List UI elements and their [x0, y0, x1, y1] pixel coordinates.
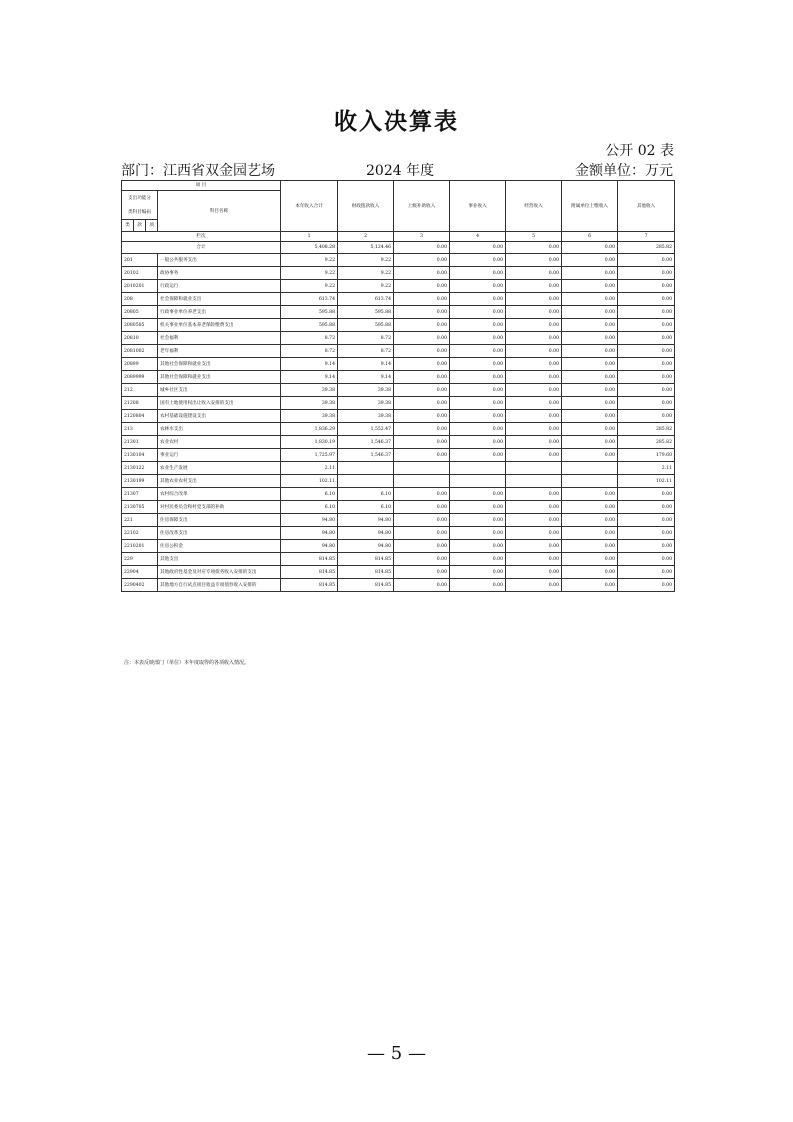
header-xiang: 项 [146, 220, 158, 232]
subject-name: 其他农业农村支出 [158, 475, 281, 488]
amount-cell: 0.00 [506, 566, 562, 579]
function-code: 20899 [122, 358, 158, 371]
total-value: 0.00 [450, 242, 506, 254]
amount-cell: 9.22 [281, 267, 338, 280]
function-code: 2130104 [122, 449, 158, 462]
subject-name: 事业运行 [158, 449, 281, 462]
table-row [122, 384, 675, 397]
table-row [122, 423, 675, 436]
amount-cell: 0.00 [562, 423, 618, 436]
table-row [122, 475, 675, 488]
amount-cell: 0.00 [618, 566, 675, 579]
amount-cell: 595.88 [281, 319, 338, 332]
amount-cell: 0.00 [450, 371, 506, 384]
subject-name: 行政事业单位养老支出 [158, 306, 281, 319]
amount-cell: 0.00 [450, 566, 506, 579]
table-note: 注：本表反映部门（单位）本年度取得的各项收入情况。 [124, 660, 250, 666]
total-value: 5,124.46 [338, 242, 394, 254]
amount-cell: 0.00 [618, 488, 675, 501]
table-row [122, 410, 675, 423]
amount-cell: 0.00 [450, 293, 506, 306]
table-row [122, 566, 675, 579]
amount-cell: 595.88 [281, 306, 338, 319]
table-row [122, 345, 675, 358]
amount-cell: 0.00 [506, 254, 562, 267]
amount-cell: 0.00 [618, 267, 675, 280]
amount-cell: 0.00 [450, 423, 506, 436]
amount-cell [562, 475, 618, 488]
function-code: 229 [122, 553, 158, 566]
amount-cell: 6.10 [338, 501, 394, 514]
amount-cell: 0.00 [562, 488, 618, 501]
function-code: 212 [122, 384, 158, 397]
amount-cell: 2.11 [281, 462, 338, 475]
amount-cell: 0.00 [618, 358, 675, 371]
amount-cell: 0.00 [506, 449, 562, 462]
amount-cell: 9.14 [281, 358, 338, 371]
amount-cell: 0.00 [562, 280, 618, 293]
amount-cell: 0.00 [394, 384, 450, 397]
amount-cell: 0.00 [394, 267, 450, 280]
amount-cell: 0.00 [394, 371, 450, 384]
amount-cell: 0.00 [618, 332, 675, 345]
amount-cell: 814.85 [338, 553, 394, 566]
function-code: 21307 [122, 488, 158, 501]
amount-cell: 0.00 [618, 280, 675, 293]
subject-name: 行政运行 [158, 280, 281, 293]
amount-cell: 0.00 [618, 527, 675, 540]
function-code: 21208 [122, 397, 158, 410]
table-row [122, 293, 675, 306]
amount-cell: 0.00 [394, 449, 450, 462]
amount-cell: 94.80 [338, 514, 394, 527]
amount-cell [450, 462, 506, 475]
function-code: 2290402 [122, 579, 158, 592]
col-num: 3 [394, 232, 450, 242]
table-row [122, 514, 675, 527]
amount-cell: 9.22 [338, 267, 394, 280]
amount-cell: 1,546.37 [338, 436, 394, 449]
amount-cell: 0.00 [450, 553, 506, 566]
amount-cell: 0.00 [562, 501, 618, 514]
amount-cell: 0.00 [618, 345, 675, 358]
amount-cell: 0.00 [562, 371, 618, 384]
amount-cell: 0.00 [450, 254, 506, 267]
amount-cell: 0.00 [394, 306, 450, 319]
amount-cell: 0.00 [394, 527, 450, 540]
table-row [122, 462, 675, 475]
amount-cell: 0.00 [562, 293, 618, 306]
amount-cell: 0.00 [562, 397, 618, 410]
amount-cell: 814.85 [281, 553, 338, 566]
function-code: 20102 [122, 267, 158, 280]
amount-cell: 595.88 [338, 306, 394, 319]
header-project: 项 目 [122, 181, 281, 191]
amount-cell: 0.00 [450, 579, 506, 592]
subject-name: 其他支出 [158, 553, 281, 566]
amount-cell: 0.00 [618, 514, 675, 527]
amount-cell: 179.60 [618, 449, 675, 462]
amount-cell: 0.00 [506, 488, 562, 501]
amount-cell: 0.00 [506, 540, 562, 553]
subject-name: 机关事业单位基本养老保险缴费支出 [158, 319, 281, 332]
amount-cell: 613.74 [338, 293, 394, 306]
table-row [122, 488, 675, 501]
col-num: 7 [618, 232, 675, 242]
amount-cell [394, 475, 450, 488]
table-row [122, 371, 675, 384]
amount-cell: 0.00 [450, 488, 506, 501]
function-code: 22904 [122, 566, 158, 579]
function-code: 2010201 [122, 280, 158, 293]
amount-cell: 8.72 [281, 345, 338, 358]
amount-cell: 0.00 [506, 410, 562, 423]
amount-cell: 0.00 [506, 436, 562, 449]
amount-cell: 814.85 [338, 579, 394, 592]
amount-cell: 9.14 [338, 358, 394, 371]
amount-cell: 0.00 [394, 514, 450, 527]
amount-cell: 613.74 [281, 293, 338, 306]
amount-cell: 0.00 [506, 501, 562, 514]
col-num: 2 [338, 232, 394, 242]
amount-cell: 0.00 [562, 358, 618, 371]
table-row [122, 449, 675, 462]
amount-cell: 0.00 [618, 553, 675, 566]
function-code: 21301 [122, 436, 158, 449]
amount-cell: 0.00 [506, 371, 562, 384]
amount-cell: 0.00 [394, 280, 450, 293]
amount-cell: 0.00 [506, 267, 562, 280]
function-code: 201 [122, 254, 158, 267]
amount-cell: 0.00 [394, 410, 450, 423]
amount-cell: 94.80 [281, 527, 338, 540]
amount-cell: 814.85 [281, 566, 338, 579]
amount-cell: 1,836.29 [281, 423, 338, 436]
function-code: 2130705 [122, 501, 158, 514]
amount-cell: 0.00 [618, 371, 675, 384]
amount-cell: 6.10 [338, 488, 394, 501]
table-row [122, 436, 675, 449]
table-row [122, 280, 675, 293]
subject-name: 住房改革支出 [158, 527, 281, 540]
table-row [122, 319, 675, 332]
amount-cell: 8.72 [338, 345, 394, 358]
total-value: 5,408.28 [281, 242, 338, 254]
col-num: 6 [562, 232, 618, 242]
table-row [122, 527, 675, 540]
amount-unit: 金额单位：万元 [575, 163, 673, 179]
subject-name: 农业生产发展 [158, 462, 281, 475]
amount-cell: 0.00 [394, 436, 450, 449]
amount-cell: 0.00 [394, 540, 450, 553]
amount-cell: 0.00 [506, 345, 562, 358]
amount-cell: 2.11 [618, 462, 675, 475]
amount-cell: 0.00 [450, 384, 506, 397]
subject-name: 其他社会保障和就业支出 [158, 371, 281, 384]
subject-name: 农林水支出 [158, 423, 281, 436]
amount-cell: 814.85 [281, 579, 338, 592]
function-code: 208 [122, 293, 158, 306]
page-title: 收入决算表 [334, 109, 459, 135]
amount-cell: 0.00 [506, 319, 562, 332]
amount-cell: 94.80 [281, 540, 338, 553]
amount-cell: 0.00 [506, 397, 562, 410]
header-col-7: 其他收入 [618, 181, 675, 232]
header-col-3: 上级补助收入 [394, 181, 450, 232]
header-col-4: 事业收入 [450, 181, 506, 232]
header-col-6: 附属单位上缴收入 [562, 181, 618, 232]
amount-cell: 0.00 [450, 449, 506, 462]
amount-cell: 0.00 [618, 293, 675, 306]
amount-cell: 0.00 [506, 384, 562, 397]
amount-cell: 39.38 [338, 410, 394, 423]
amount-cell: 0.00 [618, 579, 675, 592]
subject-name: 国有土地使用权出让收入安排的支出 [158, 397, 281, 410]
form-number: 公开 02 表 [605, 143, 674, 159]
amount-cell: 0.00 [562, 267, 618, 280]
subject-name: 一般公共服务支出 [158, 254, 281, 267]
amount-cell: 39.38 [281, 397, 338, 410]
function-code: 221 [122, 514, 158, 527]
amount-cell: 9.22 [338, 254, 394, 267]
function-code: 20805 [122, 306, 158, 319]
amount-cell: 94.80 [281, 514, 338, 527]
subject-name: 社会保障和就业支出 [158, 293, 281, 306]
amount-cell: 0.00 [562, 514, 618, 527]
function-code: 22102 [122, 527, 158, 540]
subject-name: 社会福利 [158, 332, 281, 345]
amount-cell: 0.00 [394, 319, 450, 332]
amount-cell: 9.22 [281, 254, 338, 267]
amount-cell: 0.00 [394, 579, 450, 592]
col-num: 4 [450, 232, 506, 242]
header-row-label: 栏次 [122, 232, 281, 242]
amount-cell: 0.00 [450, 501, 506, 514]
amount-cell: 0.00 [562, 566, 618, 579]
table-row [122, 501, 675, 514]
amount-cell [506, 462, 562, 475]
amount-cell: 1,546.37 [338, 449, 394, 462]
amount-cell: 0.00 [450, 345, 506, 358]
function-code: 2130199 [122, 475, 158, 488]
amount-cell: 0.00 [506, 527, 562, 540]
amount-cell: 0.00 [450, 527, 506, 540]
amount-cell [450, 475, 506, 488]
header-col-1: 本年收入合计 [281, 181, 338, 232]
amount-cell: 0.00 [562, 540, 618, 553]
amount-cell: 102.11 [618, 475, 675, 488]
amount-cell: 0.00 [394, 423, 450, 436]
amount-cell: 0.00 [450, 332, 506, 345]
amount-cell: 0.00 [394, 501, 450, 514]
amount-cell: 6.10 [281, 501, 338, 514]
amount-cell: 0.00 [506, 293, 562, 306]
amount-cell: 9.22 [281, 280, 338, 293]
amount-cell [338, 462, 394, 475]
amount-cell: 0.00 [394, 488, 450, 501]
total-label: 合计 [122, 242, 281, 254]
amount-cell: 0.00 [450, 436, 506, 449]
subject-name: 农村基础设施建设支出 [158, 410, 281, 423]
header-kuan: 款 [134, 220, 146, 232]
amount-cell: 0.00 [562, 553, 618, 566]
amount-cell: 0.00 [450, 319, 506, 332]
amount-cell: 1,552.47 [338, 423, 394, 436]
amount-cell: 814.85 [338, 566, 394, 579]
amount-cell: 0.00 [618, 397, 675, 410]
function-code: 2120804 [122, 410, 158, 423]
subject-name: 农村综合改革 [158, 488, 281, 501]
amount-cell: 0.00 [450, 410, 506, 423]
table-row [122, 540, 675, 553]
header-col-5: 经营收入 [506, 181, 562, 232]
amount-cell: 0.00 [506, 306, 562, 319]
subject-name: 住房保障支出 [158, 514, 281, 527]
table-row [122, 579, 675, 592]
amount-cell: 39.38 [281, 384, 338, 397]
amount-cell: 0.00 [450, 267, 506, 280]
amount-cell: 9.22 [338, 280, 394, 293]
amount-cell: 0.00 [506, 280, 562, 293]
amount-cell: 285.82 [618, 436, 675, 449]
fiscal-year: 2024 年度 [366, 163, 435, 179]
table-row [122, 358, 675, 371]
amount-cell: 0.00 [562, 332, 618, 345]
amount-cell: 0.00 [562, 254, 618, 267]
amount-cell: 94.80 [338, 540, 394, 553]
subject-name: 其他地方自行试点项目收益专项债券收入安排的 [158, 579, 281, 592]
income-table [121, 180, 675, 592]
amount-cell: 595.88 [338, 319, 394, 332]
amount-cell: 0.00 [618, 254, 675, 267]
amount-cell: 0.00 [394, 345, 450, 358]
amount-cell: 0.00 [450, 514, 506, 527]
table-row [122, 553, 675, 566]
amount-cell: 0.00 [506, 553, 562, 566]
amount-cell: 9.14 [281, 371, 338, 384]
col-num: 5 [506, 232, 562, 242]
function-code: 2080505 [122, 319, 158, 332]
total-row [122, 242, 675, 254]
amount-cell: 8.72 [338, 332, 394, 345]
amount-cell: 0.00 [450, 280, 506, 293]
function-code: 20810 [122, 332, 158, 345]
amount-cell: 0.00 [450, 540, 506, 553]
amount-cell: 285.82 [618, 423, 675, 436]
meta-line [121, 160, 673, 180]
table-row [122, 332, 675, 345]
amount-cell: 94.80 [338, 527, 394, 540]
amount-cell: 0.00 [506, 358, 562, 371]
amount-cell: 0.00 [618, 501, 675, 514]
col-num: 1 [281, 232, 338, 242]
header-lei: 类 [122, 220, 134, 232]
amount-cell: 0.00 [618, 384, 675, 397]
amount-cell: 102.11 [281, 475, 338, 488]
page-number: — 5 — [367, 1043, 426, 1064]
amount-cell: 0.00 [618, 410, 675, 423]
subject-name: 农业农村 [158, 436, 281, 449]
amount-cell: 0.00 [562, 579, 618, 592]
amount-cell: 0.00 [562, 384, 618, 397]
function-code: 2081002 [122, 345, 158, 358]
table-row [122, 306, 675, 319]
amount-cell: 8.72 [281, 332, 338, 345]
subject-name: 其他政府性基金及对应专项债务收入安排的支出 [158, 566, 281, 579]
amount-cell: 0.00 [394, 397, 450, 410]
amount-cell: 0.00 [394, 332, 450, 345]
total-value: 0.00 [506, 242, 562, 254]
amount-cell: 0.00 [562, 449, 618, 462]
total-value: 0.00 [394, 242, 450, 254]
amount-cell [506, 475, 562, 488]
amount-cell: 0.00 [450, 358, 506, 371]
amount-cell: 0.00 [394, 254, 450, 267]
amount-cell [338, 475, 394, 488]
amount-cell: 0.00 [394, 358, 450, 371]
amount-cell: 0.00 [562, 410, 618, 423]
amount-cell: 0.00 [394, 293, 450, 306]
table-row [122, 397, 675, 410]
function-code: 2130122 [122, 462, 158, 475]
subject-name: 老年福利 [158, 345, 281, 358]
amount-cell: 6.10 [281, 488, 338, 501]
amount-cell: 0.00 [450, 397, 506, 410]
amount-cell [394, 462, 450, 475]
total-value: 285.82 [618, 242, 675, 254]
amount-cell: 0.00 [618, 319, 675, 332]
header-col-2: 财政拨款收入 [338, 181, 394, 232]
header-func-code: 支出功能分 类科目编码 [122, 191, 158, 220]
amount-cell: 0.00 [506, 514, 562, 527]
subject-name: 政协事务 [158, 267, 281, 280]
amount-cell: 0.00 [562, 527, 618, 540]
subject-name: 其他社会保障和就业支出 [158, 358, 281, 371]
amount-cell: 39.38 [281, 410, 338, 423]
subject-name: 住房公积金 [158, 540, 281, 553]
amount-cell: 0.00 [506, 332, 562, 345]
amount-cell: 0.00 [618, 540, 675, 553]
amount-cell: 39.38 [338, 384, 394, 397]
table-row [122, 267, 675, 280]
function-code: 2210201 [122, 540, 158, 553]
amount-cell: 1,725.97 [281, 449, 338, 462]
amount-cell: 0.00 [562, 436, 618, 449]
amount-cell: 1,830.19 [281, 436, 338, 449]
amount-cell: 0.00 [562, 345, 618, 358]
amount-cell: 0.00 [506, 579, 562, 592]
subject-name: 对村民委员会和村党支部的补助 [158, 501, 281, 514]
amount-cell: 0.00 [618, 306, 675, 319]
amount-cell [562, 462, 618, 475]
amount-cell: 0.00 [450, 306, 506, 319]
function-code: 2089999 [122, 371, 158, 384]
amount-cell: 39.38 [338, 397, 394, 410]
amount-cell: 0.00 [394, 553, 450, 566]
table-row [122, 254, 675, 267]
amount-cell: 0.00 [562, 319, 618, 332]
amount-cell: 0.00 [506, 423, 562, 436]
amount-cell: 0.00 [562, 306, 618, 319]
amount-cell: 9.14 [338, 371, 394, 384]
function-code: 213 [122, 423, 158, 436]
subject-name: 城乡社区支出 [158, 384, 281, 397]
header-name: 科目名称 [158, 191, 281, 232]
amount-cell: 0.00 [394, 566, 450, 579]
total-value: 0.00 [562, 242, 618, 254]
department-label: 部门：江西省双金园艺场 [121, 163, 275, 179]
